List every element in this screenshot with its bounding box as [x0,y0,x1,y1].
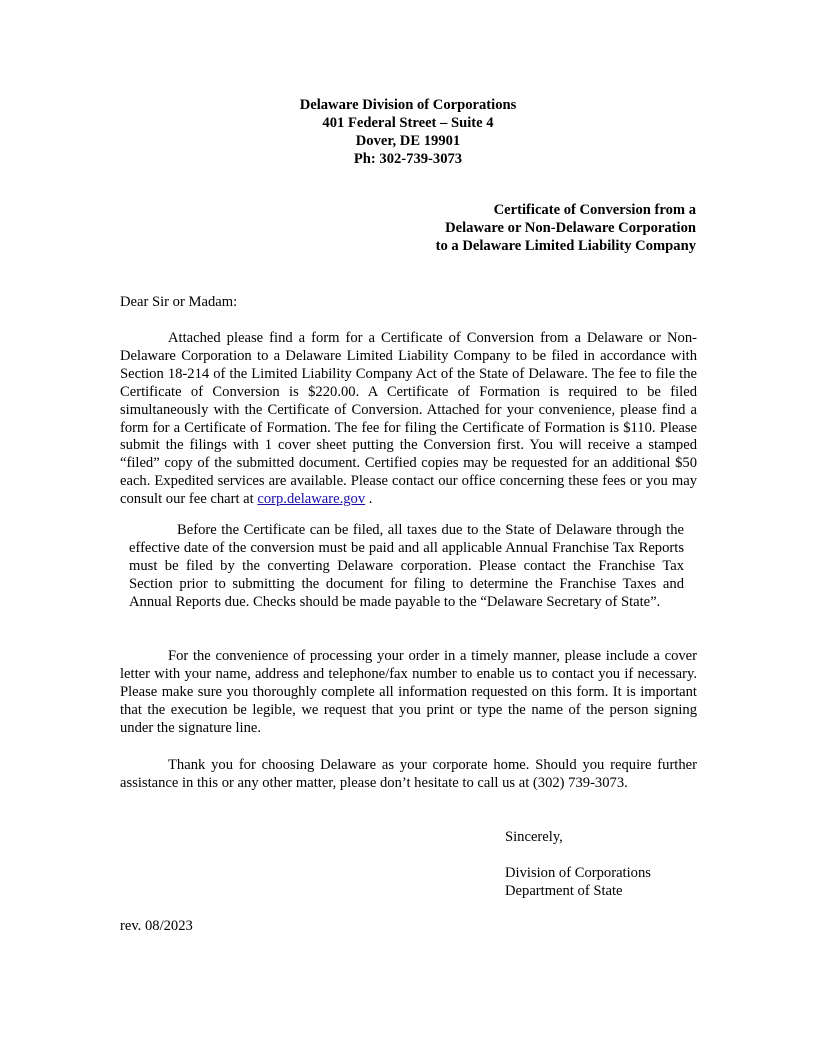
salutation: Dear Sir or Madam: [120,294,238,310]
revision-date: rev. 08/2023 [120,918,193,934]
fee-chart-link[interactable]: corp.delaware.gov [257,491,366,508]
paragraph-thank-you: Thank you for choosing Delaware as your corporate home. Should you require further assistance in this or any other matter, please don’t hesitate to call us at (302) 739-3073. [120,757,697,791]
letterhead-street: 401 Federal Street – Suite 4 [322,114,494,131]
paragraph-taxes: Before the Certificate can be filed, all taxes due to the State of Delaware through the effective date of the conversion must be paid and all applicable Annual Franchise Tax Reports must be filed by the converting Delaware corporation. Please contact the Franchise Tax Section prior to submitting the document for filing to determine the Franchise Taxes and Annual Reports due. Checks should be made payable to the “Delaware Secretary of State”. [129,522,684,610]
valediction: Sincerely, [505,829,563,845]
letterhead-city: Dover, DE 19901 [355,132,461,149]
paragraph-fees [120,330,697,509]
signer-division: Division of Corporations [505,865,651,881]
letterhead-phone: Ph: 302-739-3073 [353,150,463,167]
document-title-line-3: to a Delaware Limited Liability Company [435,237,696,254]
letterhead [120,97,696,169]
document-title-line-2: Delaware or Non-Delaware Corporation [445,219,696,236]
document-title [436,202,696,256]
document-title-line-1: Certificate of Conversion from a [493,202,696,218]
paragraph-fees-end: . [365,491,373,508]
paragraph-cover-letter: For the convenience of processing your order in a timely manner, please include a cover letter with your name, address and telephone/fax number to enable us to contact you if necessary. Please make sure you thoroughly complete all information requested on this form. It is important that the execution be legible, we request that you print or type the name of the person signing under the signature line. [120,648,697,736]
paragraph-fees-text: Attached please find a form for a Certificate of Conversion from a Delaware or Non-Delaware Corporation to a Delaware Limited Liability Company to be filed in accordance with Section 18-214 of the Limited Liability Company Act of the State of Delaware. The fee to file the Certificate of Conversion is $220.00. A Certificate of Formation is required to be filed simultaneously with the Certificate of Conversion. Attached for your convenience, please find a form for a Certificate of Formation. The fee for filing the Certificate of Formation is $110. Please submit the filings with 1 cover sheet putting the Conversion first. You will receive a stamped “filed” copy of the submitted document. Certified copies may be requested for an additional $50 each. Expedited services are available. Please contact our office concerning these fees or you may consult our fee chart at [120,330,697,508]
signer-department: Department of State [505,883,623,899]
letterhead-organization: Delaware Division of Corporations [299,97,517,113]
